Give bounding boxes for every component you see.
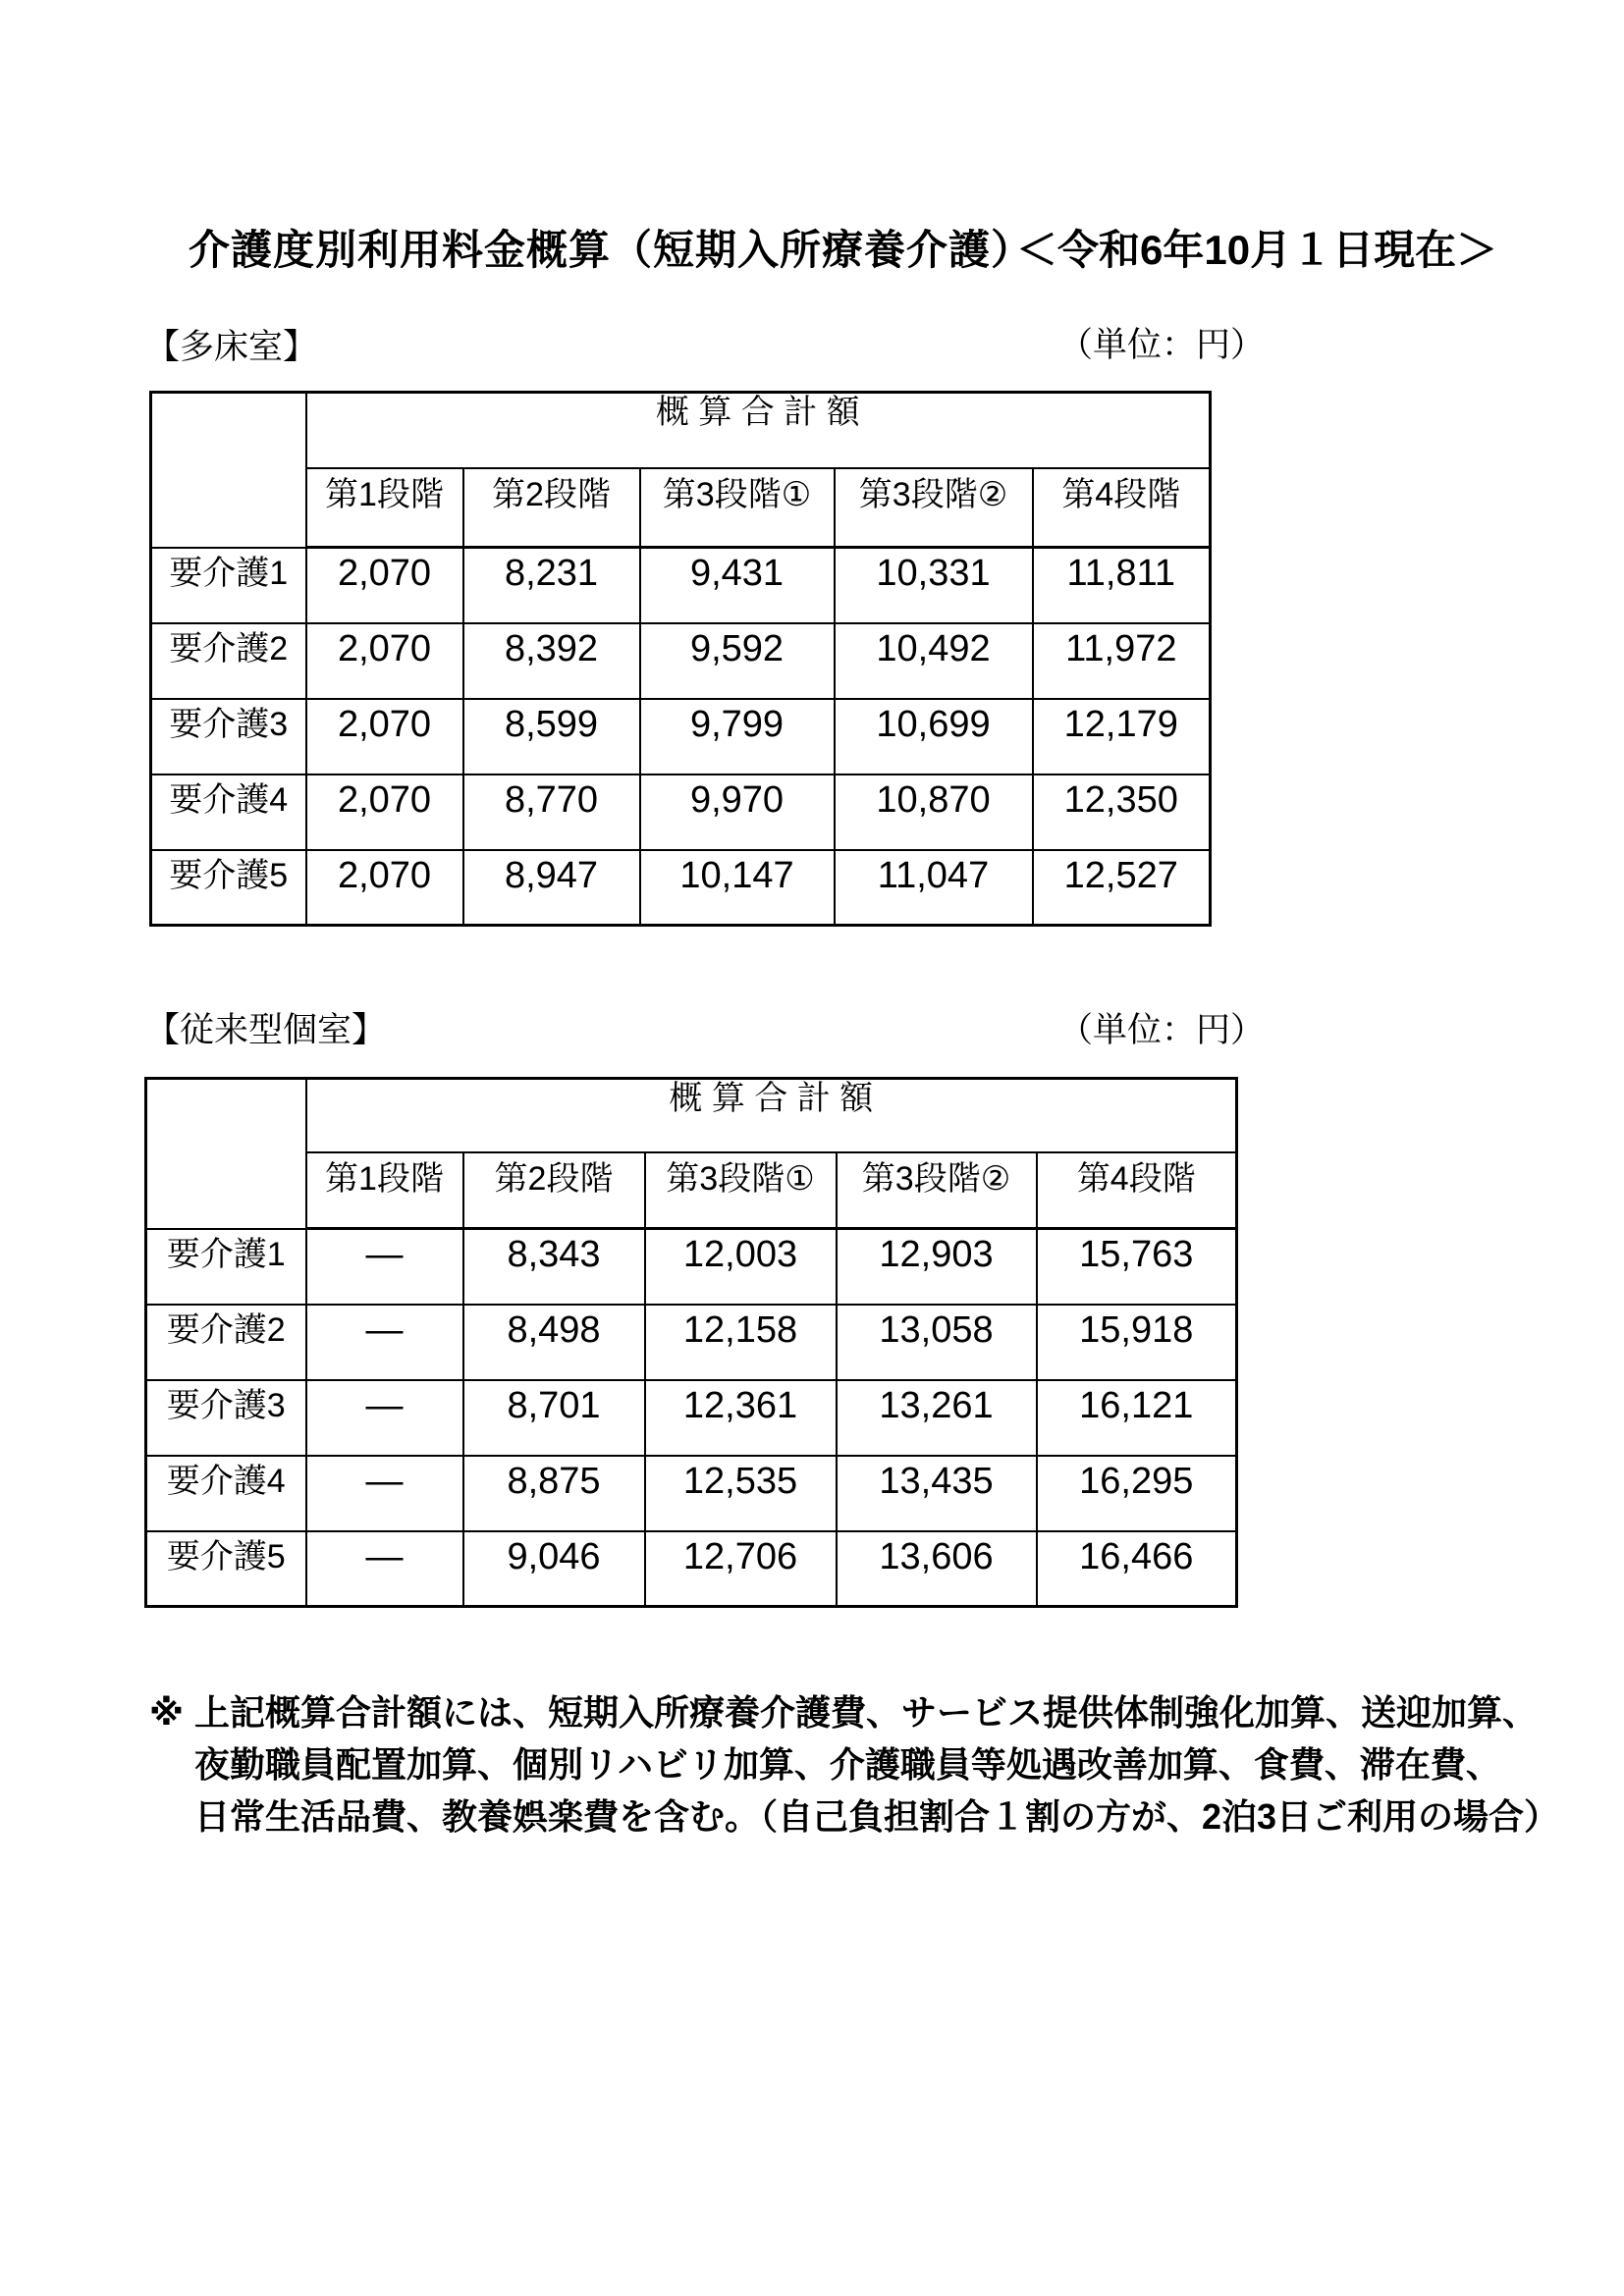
fee-value-cell: 9,592: [640, 623, 835, 699]
fee-value-cell: 9,431: [640, 548, 835, 623]
fee-value-cell: 9,799: [640, 699, 835, 774]
fee-value-cell: 13,606: [837, 1531, 1037, 1607]
table-row: [146, 1229, 1237, 1305]
multi-bed-room-fee-table: [149, 391, 1212, 927]
footnote-line-3: 日常生活品費、教養娯楽費を含む。（自己負担割合１割の方が、2泊3日ご利用の場合）: [194, 1796, 1560, 1837]
table-row: [146, 1380, 1237, 1456]
row-label: 要介護2: [151, 623, 306, 699]
row-label: 要介護1: [146, 1229, 306, 1305]
column-header-stage3-1: 第3段階①: [640, 468, 835, 548]
row-label: 要介護5: [151, 850, 306, 926]
column-header-stage2: 第2段階: [463, 1152, 645, 1229]
column-header-stage1: 第1段階: [306, 1152, 463, 1229]
fee-value-cell: 15,918: [1037, 1305, 1237, 1380]
as-of-date: ＜令和6年10月１日現在＞: [1016, 227, 1498, 273]
fee-value-cell: 10,147: [640, 850, 835, 926]
fee-value-cell: 10,870: [835, 774, 1033, 850]
fee-value-cell: 8,947: [463, 850, 640, 926]
fee-value-cell: 8,770: [463, 774, 640, 850]
fee-value-cell: 12,535: [645, 1456, 837, 1531]
column-header-stage4: 第4段階: [1037, 1152, 1237, 1229]
fee-value-cell: 9,046: [463, 1531, 645, 1607]
fee-value-cell: 13,261: [837, 1380, 1037, 1456]
table-row: [146, 1456, 1237, 1531]
fee-value-cell: 11,047: [835, 850, 1033, 926]
fee-value-cell: 8,231: [463, 548, 640, 623]
row-label: 要介護4: [151, 774, 306, 850]
column-header-stage4: 第4段階: [1033, 468, 1211, 548]
fee-value-cell: ―: [306, 1229, 463, 1305]
fee-value-cell: 12,361: [645, 1380, 837, 1456]
column-header-stage3-1: 第3段階①: [645, 1152, 837, 1229]
fee-value-cell: 8,599: [463, 699, 640, 774]
fee-value-cell: 2,070: [306, 850, 463, 926]
fee-value-cell: 13,435: [837, 1456, 1037, 1531]
fee-value-cell: 12,350: [1033, 774, 1211, 850]
group-header-cell: 概 算 合 計 額: [306, 393, 1211, 468]
row-label: 要介護5: [146, 1531, 306, 1607]
fee-value-cell: 12,003: [645, 1229, 837, 1305]
table-row: [146, 1305, 1237, 1380]
fee-value-cell: ―: [306, 1305, 463, 1380]
column-header-stage2: 第2段階: [463, 468, 640, 548]
table-row: [151, 548, 1211, 623]
footnote: [149, 1686, 1560, 1842]
group-header-cell: 概 算 合 計 額: [306, 1079, 1237, 1152]
fee-value-cell: 12,158: [645, 1305, 837, 1380]
fee-value-cell: 9,970: [640, 774, 835, 850]
fee-value-cell: 8,392: [463, 623, 640, 699]
column-header-stage3-2: 第3段階②: [837, 1152, 1037, 1229]
row-label: 要介護1: [151, 548, 306, 623]
table-row: [151, 850, 1211, 926]
fee-value-cell: ―: [306, 1456, 463, 1531]
row-label: 要介護3: [146, 1380, 306, 1456]
column-header-stage1: 第1段階: [306, 468, 463, 548]
fee-value-cell: 12,527: [1033, 850, 1211, 926]
footnote-line-1: [149, 1686, 1553, 1738]
fee-value-cell: 10,699: [835, 699, 1033, 774]
fee-value-cell: 15,763: [1037, 1229, 1237, 1305]
table-row: [151, 774, 1211, 850]
unit-label-conventional-private-room: （単位：円）: [1058, 1011, 1266, 1049]
fee-value-cell: 2,070: [306, 774, 463, 850]
fee-value-cell: 11,972: [1033, 623, 1211, 699]
section-heading-conventional-private-room: 【従来型個室】: [145, 1011, 387, 1049]
row-label: 要介護3: [151, 699, 306, 774]
page-title: 介護度別利用料金概算（短期入所療養介護）: [189, 227, 1034, 273]
fee-value-cell: 10,492: [835, 623, 1033, 699]
fee-value-cell: 8,701: [463, 1380, 645, 1456]
footnote-text-1: 上記概算合計額には、短期入所療養介護費、サービス提供体制強化加算、送迎加算、: [194, 1692, 1539, 1733]
corner-cell: [146, 1079, 306, 1229]
fee-value-cell: 12,706: [645, 1531, 837, 1607]
corner-cell: [151, 393, 306, 548]
fee-value-cell: 12,903: [837, 1229, 1037, 1305]
footnote-line-2: 夜勤職員配置加算、個別リハビリ加算、介護職員等処遇改善加算、食費、滞在費、: [194, 1744, 1501, 1785]
fee-value-cell: 8,875: [463, 1456, 645, 1531]
fee-value-cell: 8,343: [463, 1229, 645, 1305]
fee-value-cell: 12,179: [1033, 699, 1211, 774]
section-heading-multi-bed-room: 【多床室】: [145, 328, 318, 366]
fee-value-cell: 2,070: [306, 548, 463, 623]
fee-value-cell: 10,331: [835, 548, 1033, 623]
conventional-private-room-fee-table: [144, 1077, 1238, 1608]
row-label: 要介護2: [146, 1305, 306, 1380]
row-label: 要介護4: [146, 1456, 306, 1531]
reference-mark: ※: [149, 1692, 184, 1733]
column-header-stage3-2: 第3段階②: [835, 468, 1033, 548]
fee-value-cell: ―: [306, 1531, 463, 1607]
fee-value-cell: 16,466: [1037, 1531, 1237, 1607]
table-row: [146, 1531, 1237, 1607]
fee-value-cell: 16,295: [1037, 1456, 1237, 1531]
fee-value-cell: 2,070: [306, 623, 463, 699]
table-row: [151, 623, 1211, 699]
fee-value-cell: ―: [306, 1380, 463, 1456]
fee-value-cell: 11,811: [1033, 548, 1211, 623]
unit-label-multi-bed-room: （単位：円）: [1058, 326, 1266, 364]
fee-value-cell: 13,058: [837, 1305, 1037, 1380]
fee-value-cell: 2,070: [306, 699, 463, 774]
table-row: [151, 699, 1211, 774]
fee-value-cell: 16,121: [1037, 1380, 1237, 1456]
fee-value-cell: 8,498: [463, 1305, 645, 1380]
